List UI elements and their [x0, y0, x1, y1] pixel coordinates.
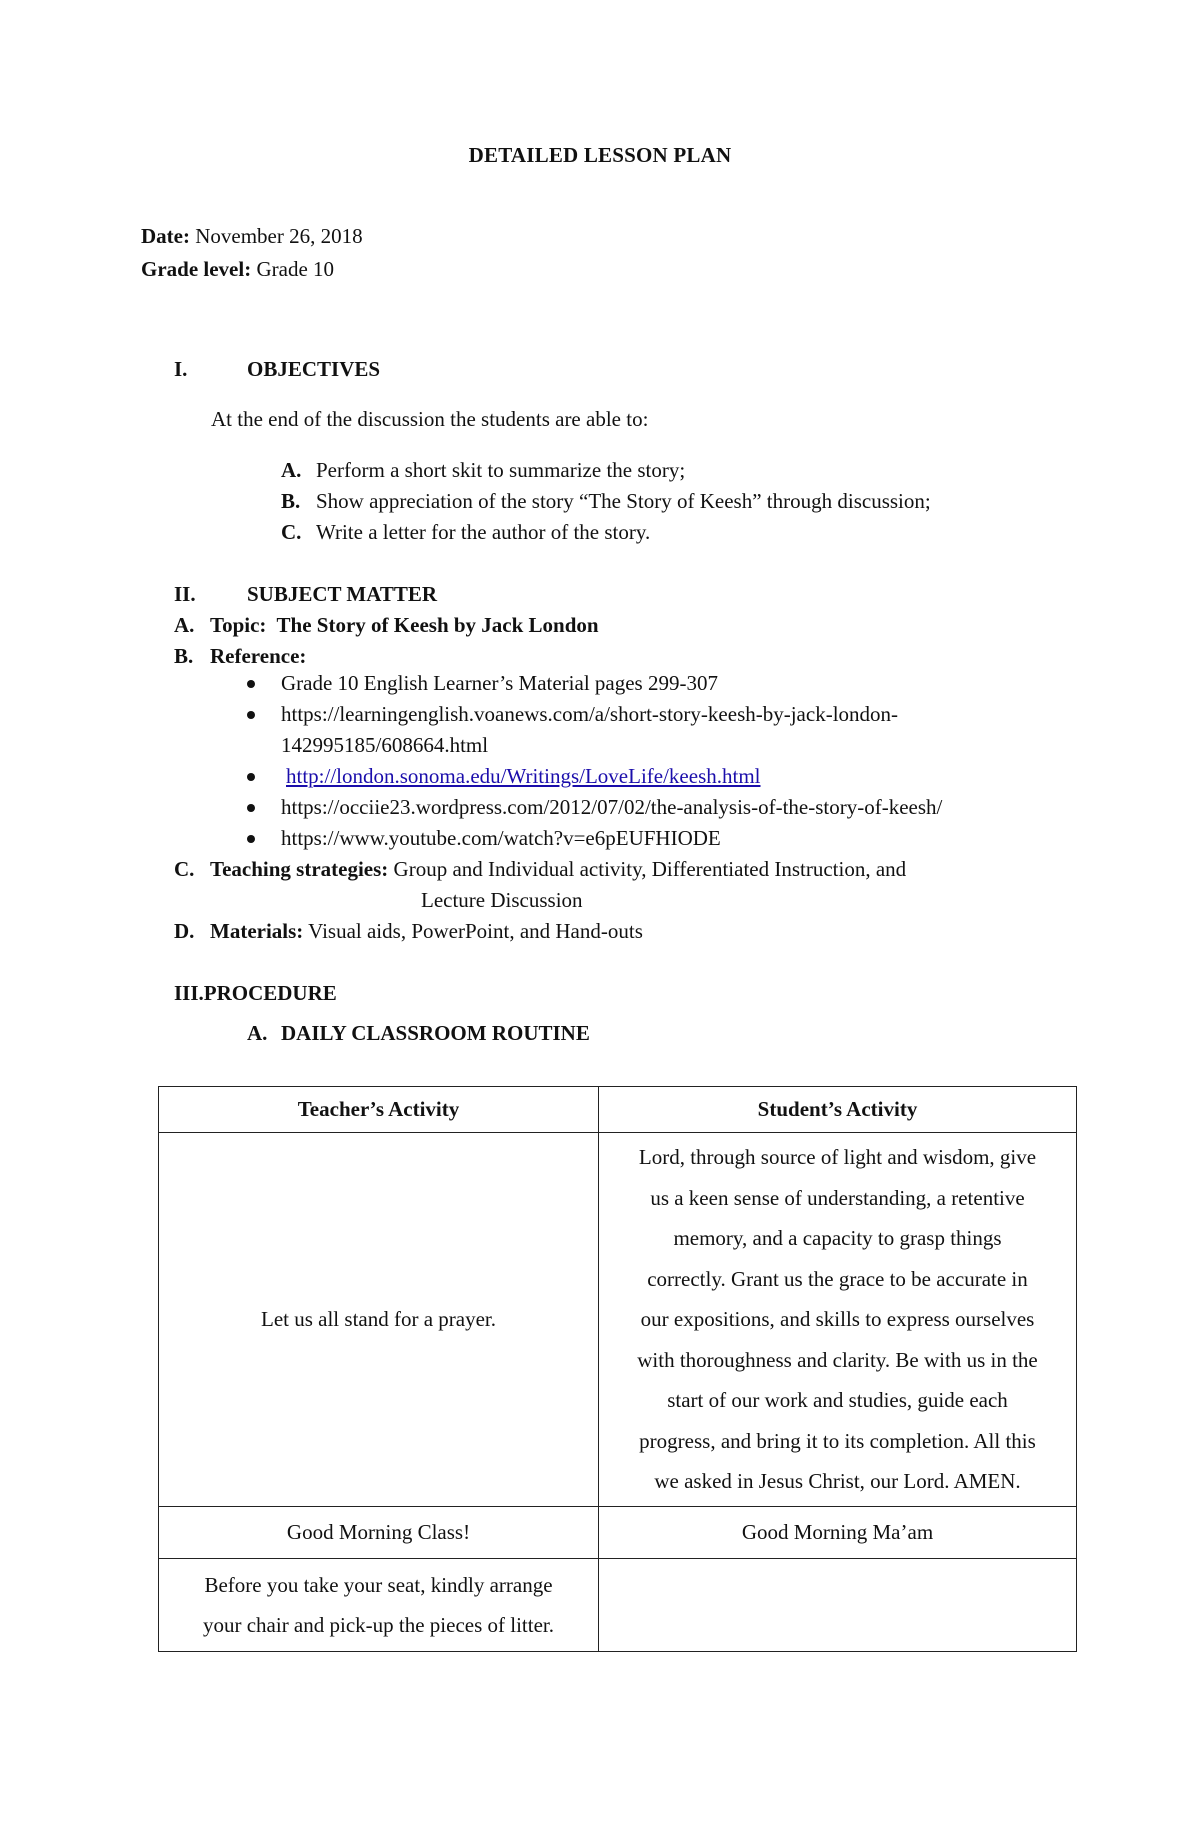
reference-item: https://www.youtube.com/watch?v=e6pEUFHIODE	[281, 826, 721, 850]
strategies-value-continued: Lecture Discussion	[421, 888, 583, 912]
teacher-activity-header: Teacher’s Activity	[159, 1087, 599, 1133]
prayer-line: memory, and a capacity to grasp things	[673, 1226, 1002, 1250]
strategies-value: Group and Individual activity, Differentiated Instruction, and	[393, 857, 907, 881]
subject-numeral: II.	[174, 582, 196, 606]
objective-letter: C.	[281, 520, 302, 544]
routine-heading: DAILY CLASSROOM ROUTINE	[281, 1021, 590, 1045]
objective-text: Perform a short skit to summarize the story;	[316, 458, 686, 482]
materials-line	[210, 919, 643, 944]
reference-letter: B.	[174, 644, 194, 668]
objective-letter: A.	[281, 458, 302, 482]
strategies-letter: C.	[174, 857, 195, 881]
table-row	[159, 1506, 1077, 1558]
strategies-line	[210, 857, 906, 882]
prayer-line: Lord, through source of light and wisdom, give	[638, 1145, 1037, 1169]
table-row	[159, 1558, 1077, 1651]
bullet-icon	[247, 804, 255, 812]
student-cell	[599, 1558, 1077, 1651]
routine-letter: A.	[247, 1021, 268, 1045]
reference-label: Reference:	[210, 644, 307, 668]
student-cell: Good Morning Ma’am	[599, 1506, 1077, 1558]
materials-letter: D.	[174, 919, 195, 943]
objectives-intro: At the end of the discussion the students are able to:	[211, 407, 649, 431]
topic-value: The Story of Keesh by Jack London	[276, 613, 599, 637]
table-header-row	[159, 1087, 1077, 1133]
subject-heading: SUBJECT MATTER	[247, 582, 438, 606]
reference-link[interactable]: http://london.sonoma.edu/Writings/LoveLife/keesh.html	[286, 764, 761, 788]
objective-text: Show appreciation of the story “The Story of Keesh” through discussion;	[316, 489, 931, 513]
prayer-line: start of our work and studies, guide each	[667, 1388, 1008, 1412]
grade-line	[141, 257, 334, 282]
routine-table	[158, 1086, 1077, 1652]
topic-label: Topic:	[210, 613, 267, 637]
reference-item: https://occiie23.wordpress.com/2012/07/02/the-analysis-of-the-story-of-keesh/	[281, 795, 943, 819]
objectives-heading: OBJECTIVES	[247, 357, 381, 381]
table-row	[159, 1133, 1077, 1507]
topic-letter: A.	[174, 613, 195, 637]
date-value: November 26, 2018	[195, 224, 363, 248]
materials-value: Visual aids, PowerPoint, and Hand-outs	[308, 919, 643, 943]
reference-item-continued: 142995185/608664.html	[281, 733, 489, 757]
prayer-line: our expositions, and skills to express ourselves	[640, 1307, 1035, 1331]
grade-label: Grade level:	[141, 257, 252, 281]
procedure-heading: III.PROCEDURE	[174, 981, 337, 1005]
prayer-line: us a keen sense of understanding, a retentive	[650, 1185, 1025, 1210]
bullet-icon	[247, 680, 255, 688]
bullet-icon	[247, 711, 255, 719]
reference-item: https://learningenglish.voanews.com/a/short-story-keesh-by-jack-london-	[281, 702, 899, 726]
date-label: Date:	[141, 224, 190, 248]
bullet-icon	[247, 835, 255, 843]
instruction-line: Before you take your seat, kindly arrange	[204, 1572, 553, 1597]
prayer-line: with thoroughness and clarity. Be with us in the	[637, 1347, 1038, 1372]
strategies-label: Teaching strategies:	[210, 857, 389, 881]
prayer-line: correctly. Grant us the grace to be accurate in	[647, 1266, 1028, 1291]
prayer-line: we asked in Jesus Christ, our Lord. AMEN.	[654, 1469, 1021, 1493]
instruction-line: your chair and pick-up the pieces of litter.	[202, 1612, 555, 1637]
teacher-cell: Good Morning Class!	[159, 1506, 599, 1558]
date-line	[141, 224, 363, 249]
reference-item: Grade 10 English Learner’s Material pages 299-307	[281, 671, 718, 695]
topic-line	[210, 613, 599, 638]
teacher-cell: Let us all stand for a prayer.	[159, 1133, 599, 1507]
objective-letter: B.	[281, 489, 301, 513]
bullet-icon	[247, 773, 255, 781]
teacher-cell	[159, 1558, 599, 1651]
student-cell	[599, 1133, 1077, 1507]
page-title: DETAILED LESSON PLAN	[468, 143, 732, 167]
grade-value: Grade 10	[256, 257, 335, 281]
student-activity-header: Student’s Activity	[599, 1087, 1077, 1133]
materials-label: Materials:	[210, 919, 304, 943]
objectives-numeral: I.	[174, 357, 188, 381]
prayer-line: progress, and bring it to its completion. All this	[639, 1428, 1036, 1453]
objective-text: Write a letter for the author of the story.	[316, 520, 651, 544]
